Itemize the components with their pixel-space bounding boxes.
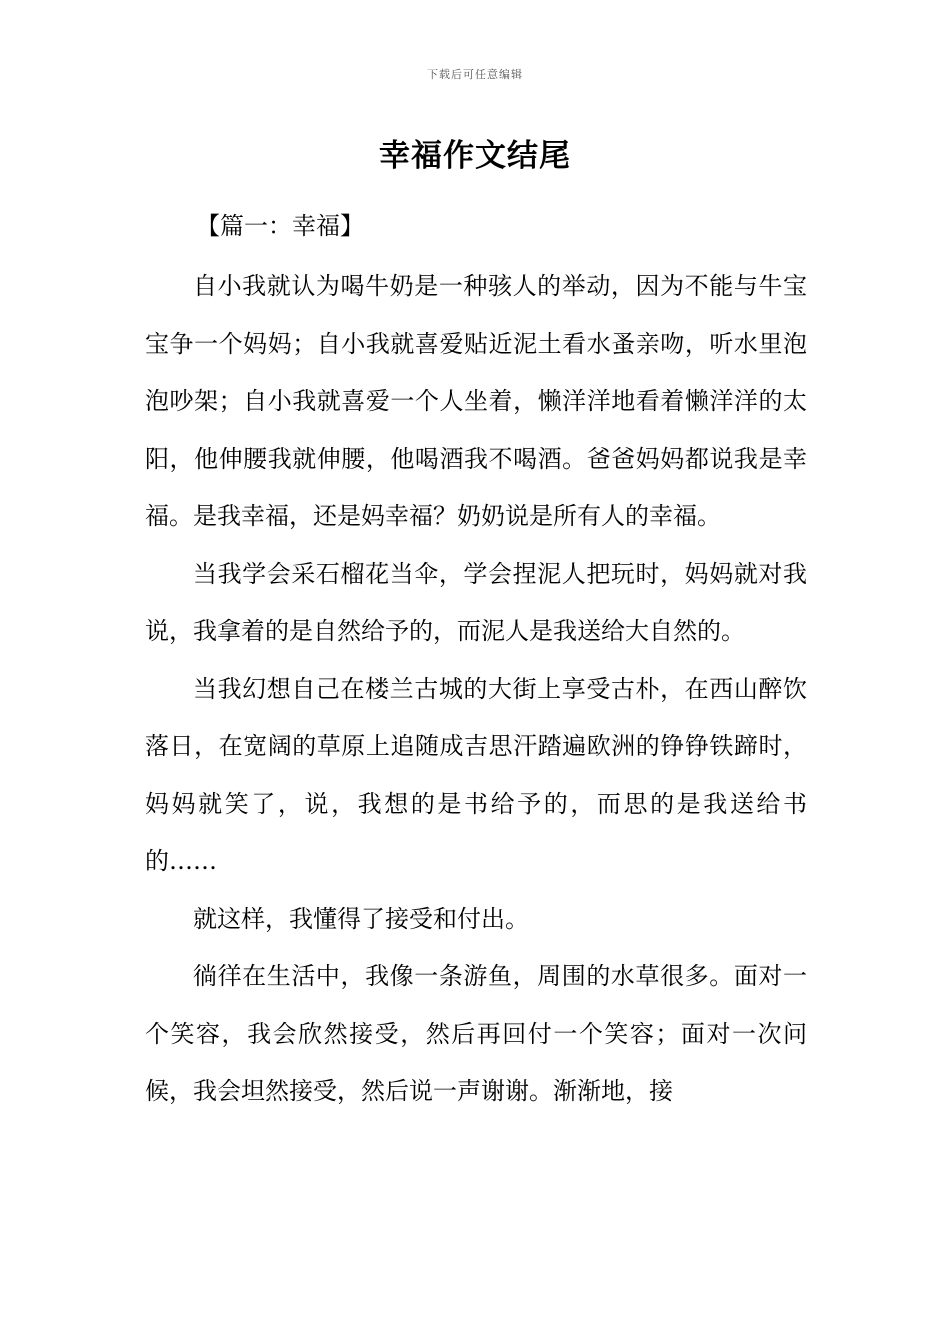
section-heading: 【篇一：幸福】 [196, 212, 364, 240]
paragraph: 当我幻想自己在楼兰古城的大街上享受古朴，在西山醉饮落日，在宽阔的草原上追随成吉思汗踏遍欧洲的铮铮铁蹄时，妈妈就笑了，说，我想的是书给予的，而思的是我送给书的…… [145, 674, 807, 875]
paragraph: 自小我就认为喝牛奶是一种骇人的举动，因为不能与牛宝宝争一个妈妈；自小我就喜爱贴近泥土看水蚤亲吻，听水里泡泡吵架；自小我就喜爱一个人坐着，懒洋洋地看着懒洋洋的太阳，他伸腰我就伸腰，他喝酒我不喝酒。爸爸妈妈都说我是幸福。是我幸福，还是妈幸福？奶奶说是所有人的幸福。 [145, 272, 807, 530]
paragraph: 当我学会采石榴花当伞，学会捏泥人把玩时，妈妈就对我说，我拿着的是自然给予的，而泥人是我送给大自然的。 [145, 559, 807, 645]
document-title: 幸福作文结尾 [379, 138, 571, 174]
document-body [145, 258, 807, 1121]
paragraph: 就这样，我懂得了接受和付出。 [193, 904, 529, 933]
paragraph: 徜徉在生活中，我像一条游鱼，周围的水草很多。面对一个笑容，我会欣然接受，然后再回付一个笑容；面对一次问候，我会坦然接受，然后说一声谢谢。渐渐地，接 [145, 962, 807, 1105]
header-note: 下载后可任意编辑 [427, 68, 523, 81]
